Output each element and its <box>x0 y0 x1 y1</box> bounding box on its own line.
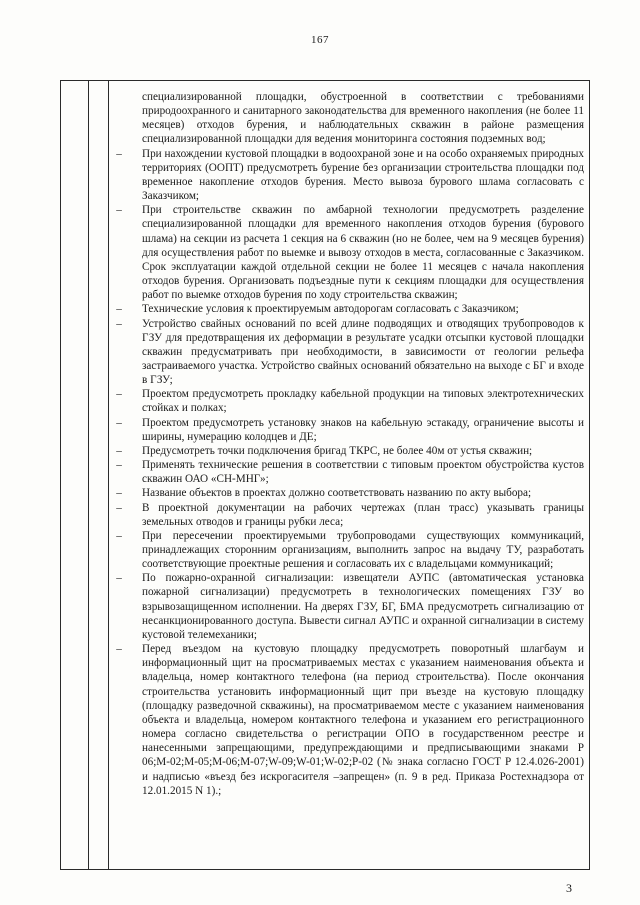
list-item <box>112 317 584 388</box>
list-item <box>112 571 584 642</box>
list-item-text: специализированной площадки, обустроенной в соответствии с требованиями природоохранного и санитарного законодательства для временного накопления (не более 11 месяцев) отходов бурения, и наблюдательных скважин в районе размещения специализированной площадки для ведения мониторинга состояния подземных вод; <box>142 91 584 146</box>
page-number-top: 167 <box>311 34 329 46</box>
list-item-text: При строительстве скважин по амбарной технологии предусмотреть разделение специализированной площадки для временного накопления отходов бурения (бурового шлама) на секции из расчета 1 секция на 6 скважин (но не более, чем на 9 месяцев бурения) для осуществления работ по выемке и вывозу отходов в места, согласованные с Заказчиком. Срок эксплуатации каждой отдельной секции не более 11 месяцев с начала накопления отходов бурения. Организовать подъездные пути к секциям площадки для осуществления работ по выемке отходов бурения по ходу строительства скважин; <box>142 204 584 302</box>
table-top-border <box>60 80 590 81</box>
list-item-text: Предусмотреть точки подключения бригад ТКРС, не более 40м от устья скважин; <box>142 444 533 457</box>
list-item-text: Применять технические решения в соответствии с типовым проектом обустройства кустов скважин ОАО «СН-МНГ»; <box>142 459 584 486</box>
list-item <box>112 387 584 415</box>
list-item <box>112 529 584 571</box>
dash-bullet: – <box>116 204 122 217</box>
page-number-bottom: 3 <box>566 881 572 895</box>
table-column-divider-2 <box>108 80 109 870</box>
list-item-text: При нахождении кустовой площадки в водоохраной зоне и на особо охраняемых природных территориях (ООПТ) предусмотреть бурение без организации строительства площадки под временное накопление отходов бурения. Место вывоза бурового шлама согласовать с Заказчиком; <box>142 147 584 203</box>
list-item-text: При пересечении проектируемыми трубопроводами существующих коммуникаций, принадлежащих сторонним организациям, выполнить запрос на выдачу ТУ, разработать соответствующие проектные решения и согласовать их с владельцами коммуникаций; <box>142 529 584 571</box>
dash-bullet: – <box>116 416 122 429</box>
dash-bullet: – <box>116 643 122 656</box>
list-item-text: Перед въездом на кустовую площадку предусмотреть поворотный шлагбаум и информационный щит на просматриваемых местах с указанием наименования объекта и владельца, номер контактного телефона (на период строительства). После окончания строительства установить информационный щит при въезде на кустовую площадку (площадку разведочной скважины), на просматриваемом месте с указанием наименования объекта и владельца, номером контактного телефона и указанием его регистрационного номера согласно свидетельства о регистрации ОПО в государственном реестре и нанесенными запрещающими, предупреждающими и предписывающими знаками Р 06;М-02;М-05;М-06;М-07;W-09;W-01;W-02;Р-02 (№ знака согласно ГОСТ Р 12.4.026-2001) и надписью «въезд без искрогасителя –запрещен» (п. 9 в ред. Приказа Ростехнадзора от 12.01.2015 N 1).; <box>142 643 584 797</box>
dash-bullet: – <box>116 317 122 330</box>
list-item <box>112 203 584 302</box>
list-item-text: В проектной документации на рабочих чертежах (план трасс) указывать границы земельных отводов и границы рубки леса; <box>142 501 584 528</box>
list-item-text: Устройство свайных оснований по всей длине подводящих и отводящих трубопроводов к ГЗУ для предотвращения их деформации в результате усадки отсыпки кустовой площадки скважин предусматривать при необходимости, в зависимости от геологии рельефа застраиваемого участка. Устройство свайных оснований обязательно на выходе с БГ и входе в ГЗУ; <box>142 317 584 387</box>
table-right-border <box>589 80 590 870</box>
list-item-text: По пожарно-охранной сигнализации: извещатели АУПС (автоматическая установка пожарной сигнализации) предусмотреть в технологических помещениях ГЗУ во взрывозащищенном исполнении. На дверях ГЗУ, БГ, БМА предусмотреть сигнализацию от несанкционированного доступа. Вывести сигнал АУПС и охранной сигнализации в систему кустовой телемеханики; <box>142 572 584 641</box>
dash-bullet: – <box>116 303 122 316</box>
list-item <box>112 416 584 444</box>
list-item-text: Технические условия к проектируемым автодорогам согласовать с Заказчиком; <box>142 303 519 316</box>
list-item-text: Название объектов в проектах должно соответствовать названию по акту выбора; <box>142 487 532 500</box>
dash-bullet: – <box>116 529 122 542</box>
list-item <box>112 486 584 500</box>
list-item <box>112 90 584 147</box>
list-item <box>112 147 584 204</box>
list-item-text: Проектом предусмотреть прокладку кабельной продукции на типовых электротехнических стойках и полках; <box>142 388 584 415</box>
dash-bullet: – <box>116 459 122 472</box>
requirements-list <box>112 90 584 798</box>
list-item <box>112 444 584 458</box>
dash-bullet: – <box>116 501 122 514</box>
dash-bullet: – <box>116 388 122 401</box>
list-item-text: Проектом предусмотреть установку знаков на кабельную эстакаду, ограничение высоты и ширины, нумерацию колодцев и ДЕ; <box>142 416 584 443</box>
dash-bullet: – <box>116 444 122 457</box>
list-item <box>112 302 584 316</box>
list-item <box>112 458 584 486</box>
list-item <box>112 642 584 798</box>
list-item <box>112 501 584 529</box>
dash-bullet: – <box>116 487 122 500</box>
table-bottom-border <box>60 869 590 870</box>
table-left-border <box>60 80 61 870</box>
dash-bullet: – <box>116 147 122 160</box>
dash-bullet: – <box>116 572 122 585</box>
table-column-divider-1 <box>88 80 89 870</box>
